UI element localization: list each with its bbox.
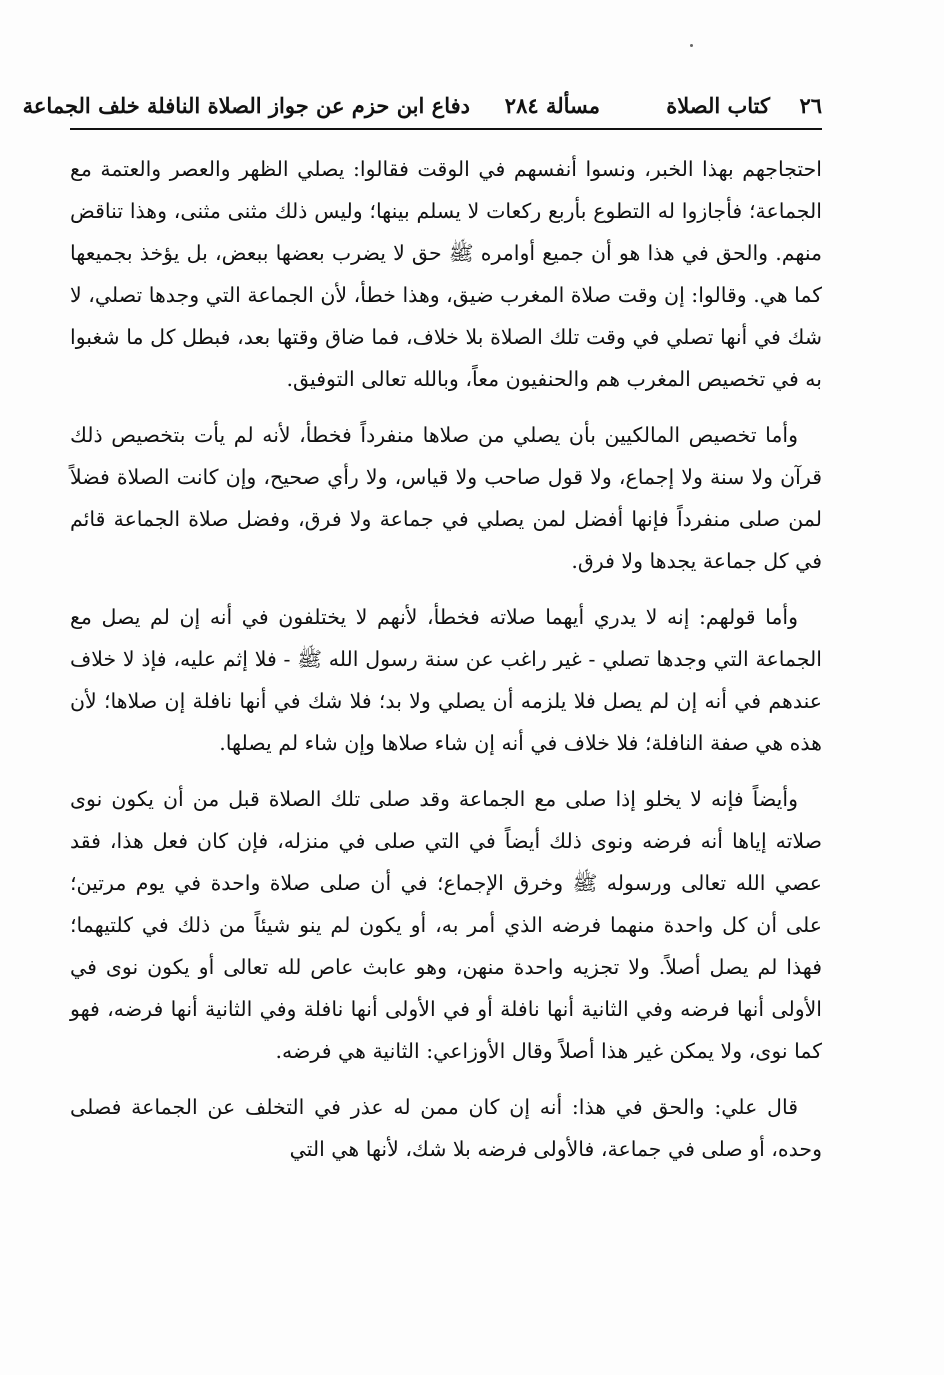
issue-number: مسألة ٢٨٤	[504, 93, 600, 118]
body-text	[70, 148, 822, 1184]
running-header	[22, 86, 822, 126]
header-rule	[70, 128, 822, 130]
paragraph: وأيضاً فإنه لا يخلو إذا صلى مع الجماعة وقد صلى تلك الصلاة قبل من أن يكون نوى صلاته إياها أنه فرضه ونوى ذلك أيضاً في التي صلى في منزله، فإن كان فعل هذا، فقد عصي الله تعالى ورسوله ﷺ وخرق الإجماع؛ في أن صلى صلاة واحدة في يوم مرتين؛ على أن كل واحدة منهما فرضه الذي أمر به، أو يكون لم ينو شيئاً من ذلك في كلتيهما؛ فهذا لم يصل أصلاً. ولا تجزيه واحدة منهن، وهو عابث عاص لله تعالى أو يكون نوى في الأولى أنها فرضه وفي الثانية أنها نافلة أو في الأولى أنها نافلة وفي الثانية أنها فرضه، فهو كما نوى، ولا يمكن غير هذا أصلاً وقال الأوزاعي: الثانية هي فرضه.	[70, 787, 822, 1063]
page-number: ٢٦	[799, 93, 822, 118]
paragraph: وأما تخصيص المالكيين بأن يصلي من صلاها منفرداً فخطأ، لأنه لم يأت بتخصيص ذلك قرآن ولا سنة ولا إجماع، ولا قول صاحب ولا قياس، ولا رأي صحيح، وإن كانت الصلاة فضلاً لمن صلى منفرداً فإنها أفضل لمن يصلي في جماعة ولا فرق، وفضل صلاة الجماعة قائم في كل جماعة يجدها ولا فرق.	[70, 423, 822, 573]
section-title: دفاع ابن حزم عن جواز الصلاة النافلة خلف الجماعة	[22, 93, 470, 118]
print-speck	[690, 44, 693, 47]
paragraph: وأما قولهم: إنه لا يدري أيهما صلاته فخطأ، لأنهم لا يختلفون في أنه إن لم يصل مع الجماعة التي وجدها تصلي - غير راغب عن سنة رسول الله ﷺ - فلا إثم عليه، فإذ لا خلاف عندهم في أنه إن لم يصل فلا يلزمه أن يصلي ولا بد؛ فلا شك في أنها نافلة إن صلاها؛ لأن هذه هي صفة النافلة؛ فلا خلاف في أنه إن شاء صلاها وإن شاء لم يصلها.	[70, 605, 822, 755]
paragraph: احتجاجهم بهذا الخبر، ونسوا أنفسهم في الوقت فقالوا: يصلي الظهر والعصر والعتمة مع الجماعة؛ فأجازوا له التطوع بأربع ركعات لا يسلم بينها؛ وليس ذلك مثنى مثنى، وهذا تناقض منهم. والحق في هذا هو أن جميع أوامره ﷺ حق لا يضرب بعضها ببعض، بل يؤخذ بجميعها كما هي. وقالوا: إن وقت صلاة المغرب ضيق، وهذا خطأ، لأن الجماعة التي وجدها تصلي، لا شك في أنها تصلي في وقت تلك الصلاة بلا خلاف، فما ضاق وقتها بعد، فبطل كل ما شغبوا به في تخصيص المغرب هم والحنفيون معاً، وبالله تعالى التوفيق.	[70, 157, 822, 391]
book-title: كتاب الصلاة	[666, 93, 770, 118]
paragraph: قال علي: والحق في هذا: أنه إن كان ممن له عذر في التخلف عن الجماعة فصلى وحده، أو صلى في جماعة، فالأولى فرضه بلا شك، لأنها هي التي	[70, 1095, 822, 1161]
